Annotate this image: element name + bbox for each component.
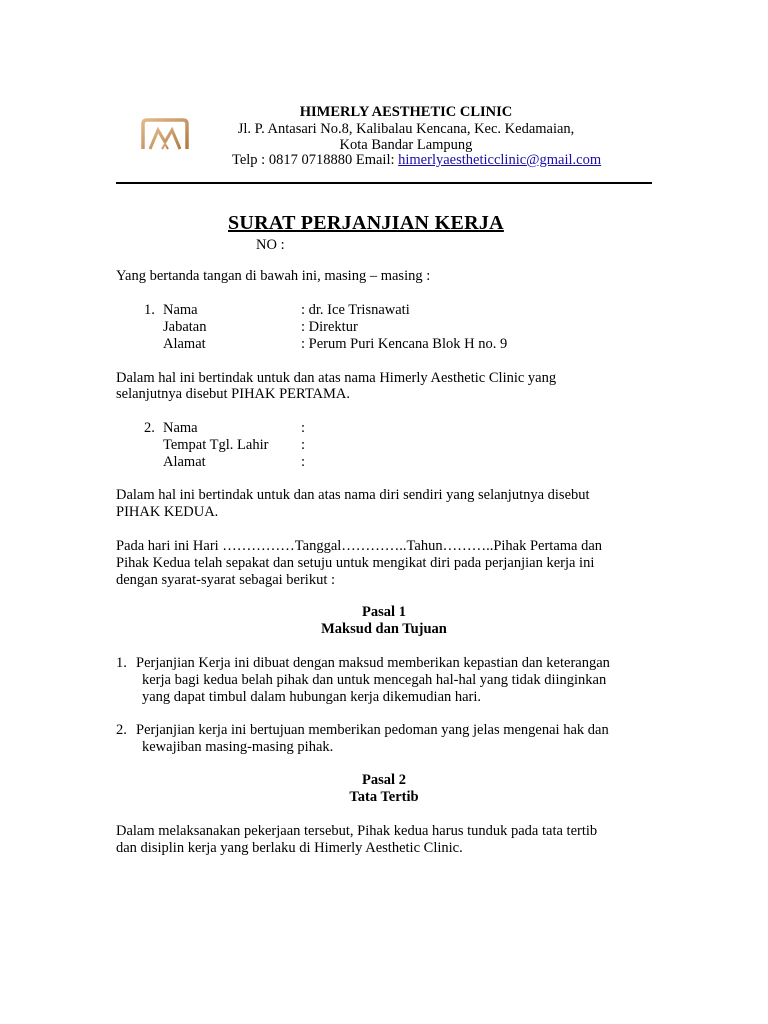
party2-value-address: : [301,454,306,470]
party2-label-address: Alamat [163,454,206,470]
party1-value-position: : Direktur [301,319,358,335]
email-link[interactable]: himerlyaestheticclinic@gmail.com [398,152,602,168]
party1-label-address: Alamat [163,336,206,352]
clinic-address-line2: Kota Bandar Lampung [339,137,473,153]
agreement-line3: dengan syarat-syarat sebagai berikut : [116,572,336,588]
pasal1-item1-number: 1. [116,655,127,671]
party1-value-name: : dr. Ice Trisnawati [301,302,410,318]
agreement-line1: Pada hari ini Hari ……………Tanggal…………..Tahun………..Pihak Pertama dan [116,538,603,554]
intro-text: Yang bertanda tangan di bawah ini, masing – masing : [116,268,431,284]
party1-statement-line2: selanjutnya disebut PIHAK PERTAMA. [116,386,350,402]
party1-number: 1. [144,302,155,318]
party2-label-name: Nama [163,420,198,436]
pasal1-item2-line2: kewajiban masing-masing pihak. [142,739,334,755]
party1-label-name: Nama [163,302,198,318]
party1-value-address: : Perum Puri Kencana Blok H no. 9 [301,336,508,352]
pasal2-line2: dan disiplin kerja yang berlaku di Himerly Aesthetic Clinic. [116,840,463,856]
pasal1-subheading: Maksud dan Tujuan [321,621,447,637]
party1-statement-line1: Dalam hal ini bertindak untuk dan atas nama Himerly Aesthetic Clinic yang [116,370,557,386]
clinic-name: HIMERLY AESTHETIC CLINIC [299,104,513,120]
party2-value-name: : [301,420,306,436]
document-number-label: NO : [256,237,285,253]
clinic-address-line1: Jl. P. Antasari No.8, Kalibalau Kencana, Kec. Kedamaian, [237,121,575,137]
party2-value-birth: : [301,437,306,453]
pasal1-item2-line1: Perjanjian kerja ini bertujuan memberikan pedoman yang jelas mengenai hak dan [136,722,609,738]
pasal2-heading: Pasal 2 [362,772,406,788]
contact-prefix: Telp : 0817 0718880 Email: [232,152,399,168]
clinic-logo [140,116,190,152]
party2-statement-line1: Dalam hal ini bertindak untuk dan atas nama diri sendiri yang selanjutnya disebut [116,487,590,503]
pasal2-line1: Dalam melaksanakan pekerjaan tersebut, Pihak kedua harus tunduk pada tata tertib [116,823,598,839]
pasal1-item2-number: 2. [116,722,127,738]
party2-label-birth: Tempat Tgl. Lahir [163,437,269,453]
pasal1-heading: Pasal 1 [362,604,406,620]
party2-statement-line2: PIHAK KEDUA. [116,504,219,520]
pasal1-item1-line3: yang dapat timbul dalam hubungan kerja dikemudian hari. [142,689,482,705]
party2-number: 2. [144,420,155,436]
pasal2-subheading: Tata Tertib [349,789,419,805]
pasal1-item1-line1: Perjanjian Kerja ini dibuat dengan maksud memberikan kepastian dan keterangan [136,655,610,671]
party1-label-position: Jabatan [163,319,207,335]
document-title: SURAT PERJANJIAN KERJA [228,212,504,234]
clinic-contact [232,152,602,169]
pasal1-item1-line2: kerja bagi kedua belah pihak dan untuk mencegah hal-hal yang tidak diinginkan [142,672,607,688]
agreement-line2: Pihak Kedua telah sepakat dan setuju untuk mengikat diri pada perjanjian kerja ini [116,555,595,571]
header-divider [116,182,652,184]
